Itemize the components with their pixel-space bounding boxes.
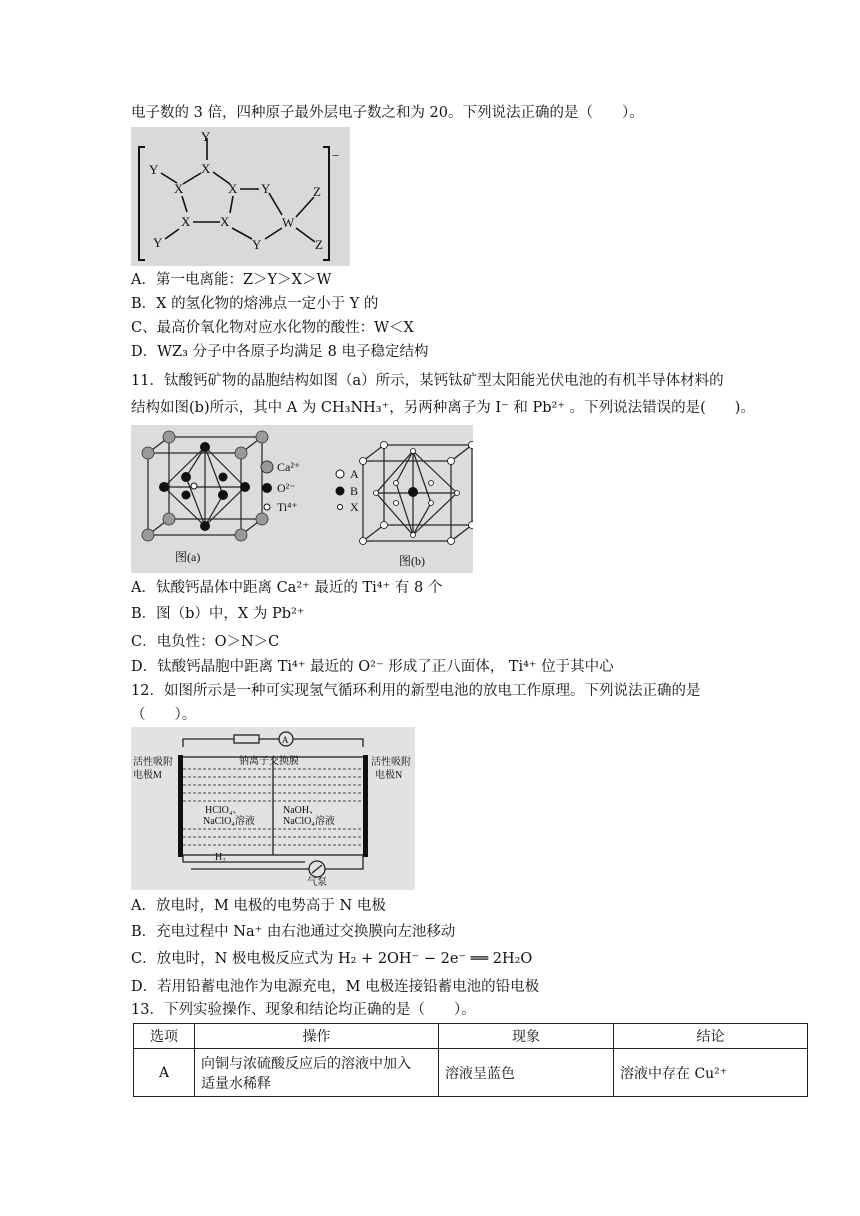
atom-x-top: X: [201, 161, 211, 176]
molecule-figure: [131, 127, 350, 266]
row-conclusion: 溶液中存在 Cu²⁺: [614, 1049, 808, 1097]
q12-option-a: A．放电时，M 电极的电势高于 N 电极: [131, 898, 386, 914]
q11-line1: 11．钛酸钙矿物的晶胞结构如图（a）所示，某钙钛矿型太阳能光伏电池的有机半导体材料的: [131, 373, 724, 389]
legend-b-x: X: [350, 500, 359, 514]
atom-y-bottom-left: Y: [153, 235, 163, 250]
q11-option-c: C．电负性：O＞N＞C: [131, 634, 280, 650]
q12-option-b: B．充电过程中 Na⁺ 由右池通过交换膜向左池移动: [131, 924, 456, 940]
atom-w: W: [282, 215, 295, 230]
right-solution-1: NaOH、: [283, 805, 320, 816]
legend-b-b: B: [350, 484, 359, 498]
charge-label: −: [332, 148, 340, 163]
header-option: 选项: [134, 1024, 195, 1049]
atom-y-top: Y: [201, 129, 211, 144]
left-electrode-1: 活性吸附: [133, 757, 173, 768]
left-solution-2: NaClO₄溶液: [203, 816, 255, 827]
q11-option-b: B．图（b）中，X 为 Pb²⁺: [131, 606, 305, 622]
q11-option-a: A．钛酸钙晶体中距离 Ca²⁺ 最近的 Ti⁴⁺ 有 8 个: [131, 580, 443, 596]
legend-a-ti: Ti⁴⁺: [277, 500, 298, 514]
left-electrode-2: 电极M: [133, 770, 162, 781]
q12-option-c: C．放电时，N 极电极反应式为 H₂ + 2OH⁻ − 2e⁻ ══ 2H₂O: [131, 951, 533, 967]
q11-option-d: D．钛酸钙晶胞中距离 Ti⁴⁺ 最近的 O²⁻ 形成了正八面体， Ti⁴⁺ 位于其中心: [131, 659, 614, 675]
right-electrode-2: 电极N: [375, 770, 403, 781]
atom-y-bottom: Y: [252, 237, 262, 252]
caption-a: 图(a): [175, 550, 201, 564]
right-electrode-1: 活性吸附: [371, 757, 411, 768]
q10-option-b: B．X 的氢化物的熔沸点一定小于 Y 的: [131, 296, 379, 312]
row-operation-line2: 适量水稀释: [201, 1075, 271, 1092]
header-operation: 操作: [195, 1024, 439, 1049]
atom-y-mid: Y: [261, 181, 271, 196]
pump-label: 气泵: [307, 877, 327, 888]
legend-a-ca: Ca²⁺: [277, 460, 301, 474]
q10-option-c: C、最高价氧化物对应水化物的酸性：W＜X: [131, 320, 414, 336]
row-phenomenon: 溶液呈蓝色: [439, 1049, 614, 1097]
battery-figure: [131, 727, 415, 890]
caption-b: 图(b): [399, 554, 425, 568]
q10-option-d: D．WZ₃ 分子中各原子均满足 8 电子稳定结构: [131, 344, 429, 360]
atom-x-bl: X: [181, 214, 191, 229]
membrane-label: 钠离子交换膜: [239, 756, 299, 767]
ammeter-label: A: [282, 735, 289, 745]
left-solution-1: HClO₄、: [205, 805, 243, 816]
q12-option-d: D．若用铅蓄电池作为电源充电，M 电极连接铅蓄电池的铅电极: [131, 979, 540, 995]
q11-line2: 结构如图(b)所示，其中 A 为 CH₃NH₃⁺，另两种离子为 I⁻ 和 Pb²⁺ 。下列说法错误的是( )。: [131, 400, 755, 416]
row-operation: [195, 1049, 439, 1097]
q13-line1: 13．下列实验操作、现象和结论均正确的是（ ）。: [131, 1002, 476, 1018]
atom-x-br: X: [220, 214, 230, 229]
header-phenomenon: 现象: [439, 1024, 614, 1049]
row-operation-line1: 向铜与浓硫酸反应后的溶液中加入: [201, 1055, 411, 1072]
q12-line1: 12．如图所示是一种可实现氢气循环利用的新型电池的放电工作原理。下列说法正确的是: [131, 683, 701, 699]
right-solution-2: NaClO₄溶液: [283, 816, 335, 827]
atom-x-left: X: [174, 181, 184, 196]
atom-z-bottom: Z: [315, 237, 323, 252]
perovskite-figure: [131, 425, 473, 573]
q10-intro: 电子数的 3 倍，四种原子最外层电子数之和为 20。下列说法正确的是（ ）。: [131, 105, 644, 121]
table-header-row: [134, 1024, 808, 1049]
atom-z-top: Z: [313, 184, 321, 199]
row-option: A: [134, 1049, 195, 1097]
table-row: [134, 1049, 808, 1097]
h2-label: H₂: [215, 852, 226, 863]
q10-option-a: A．第一电离能：Z＞Y＞X＞W: [131, 272, 332, 288]
experiment-table: [133, 1023, 808, 1097]
q12-line2: （ ）。: [131, 707, 197, 723]
legend-b-a: A: [350, 467, 359, 481]
header-conclusion: 结论: [614, 1024, 808, 1049]
legend-a-o: O²⁻: [277, 481, 296, 495]
atom-y-left: Y: [149, 162, 159, 177]
atom-x-right: X: [228, 181, 238, 196]
